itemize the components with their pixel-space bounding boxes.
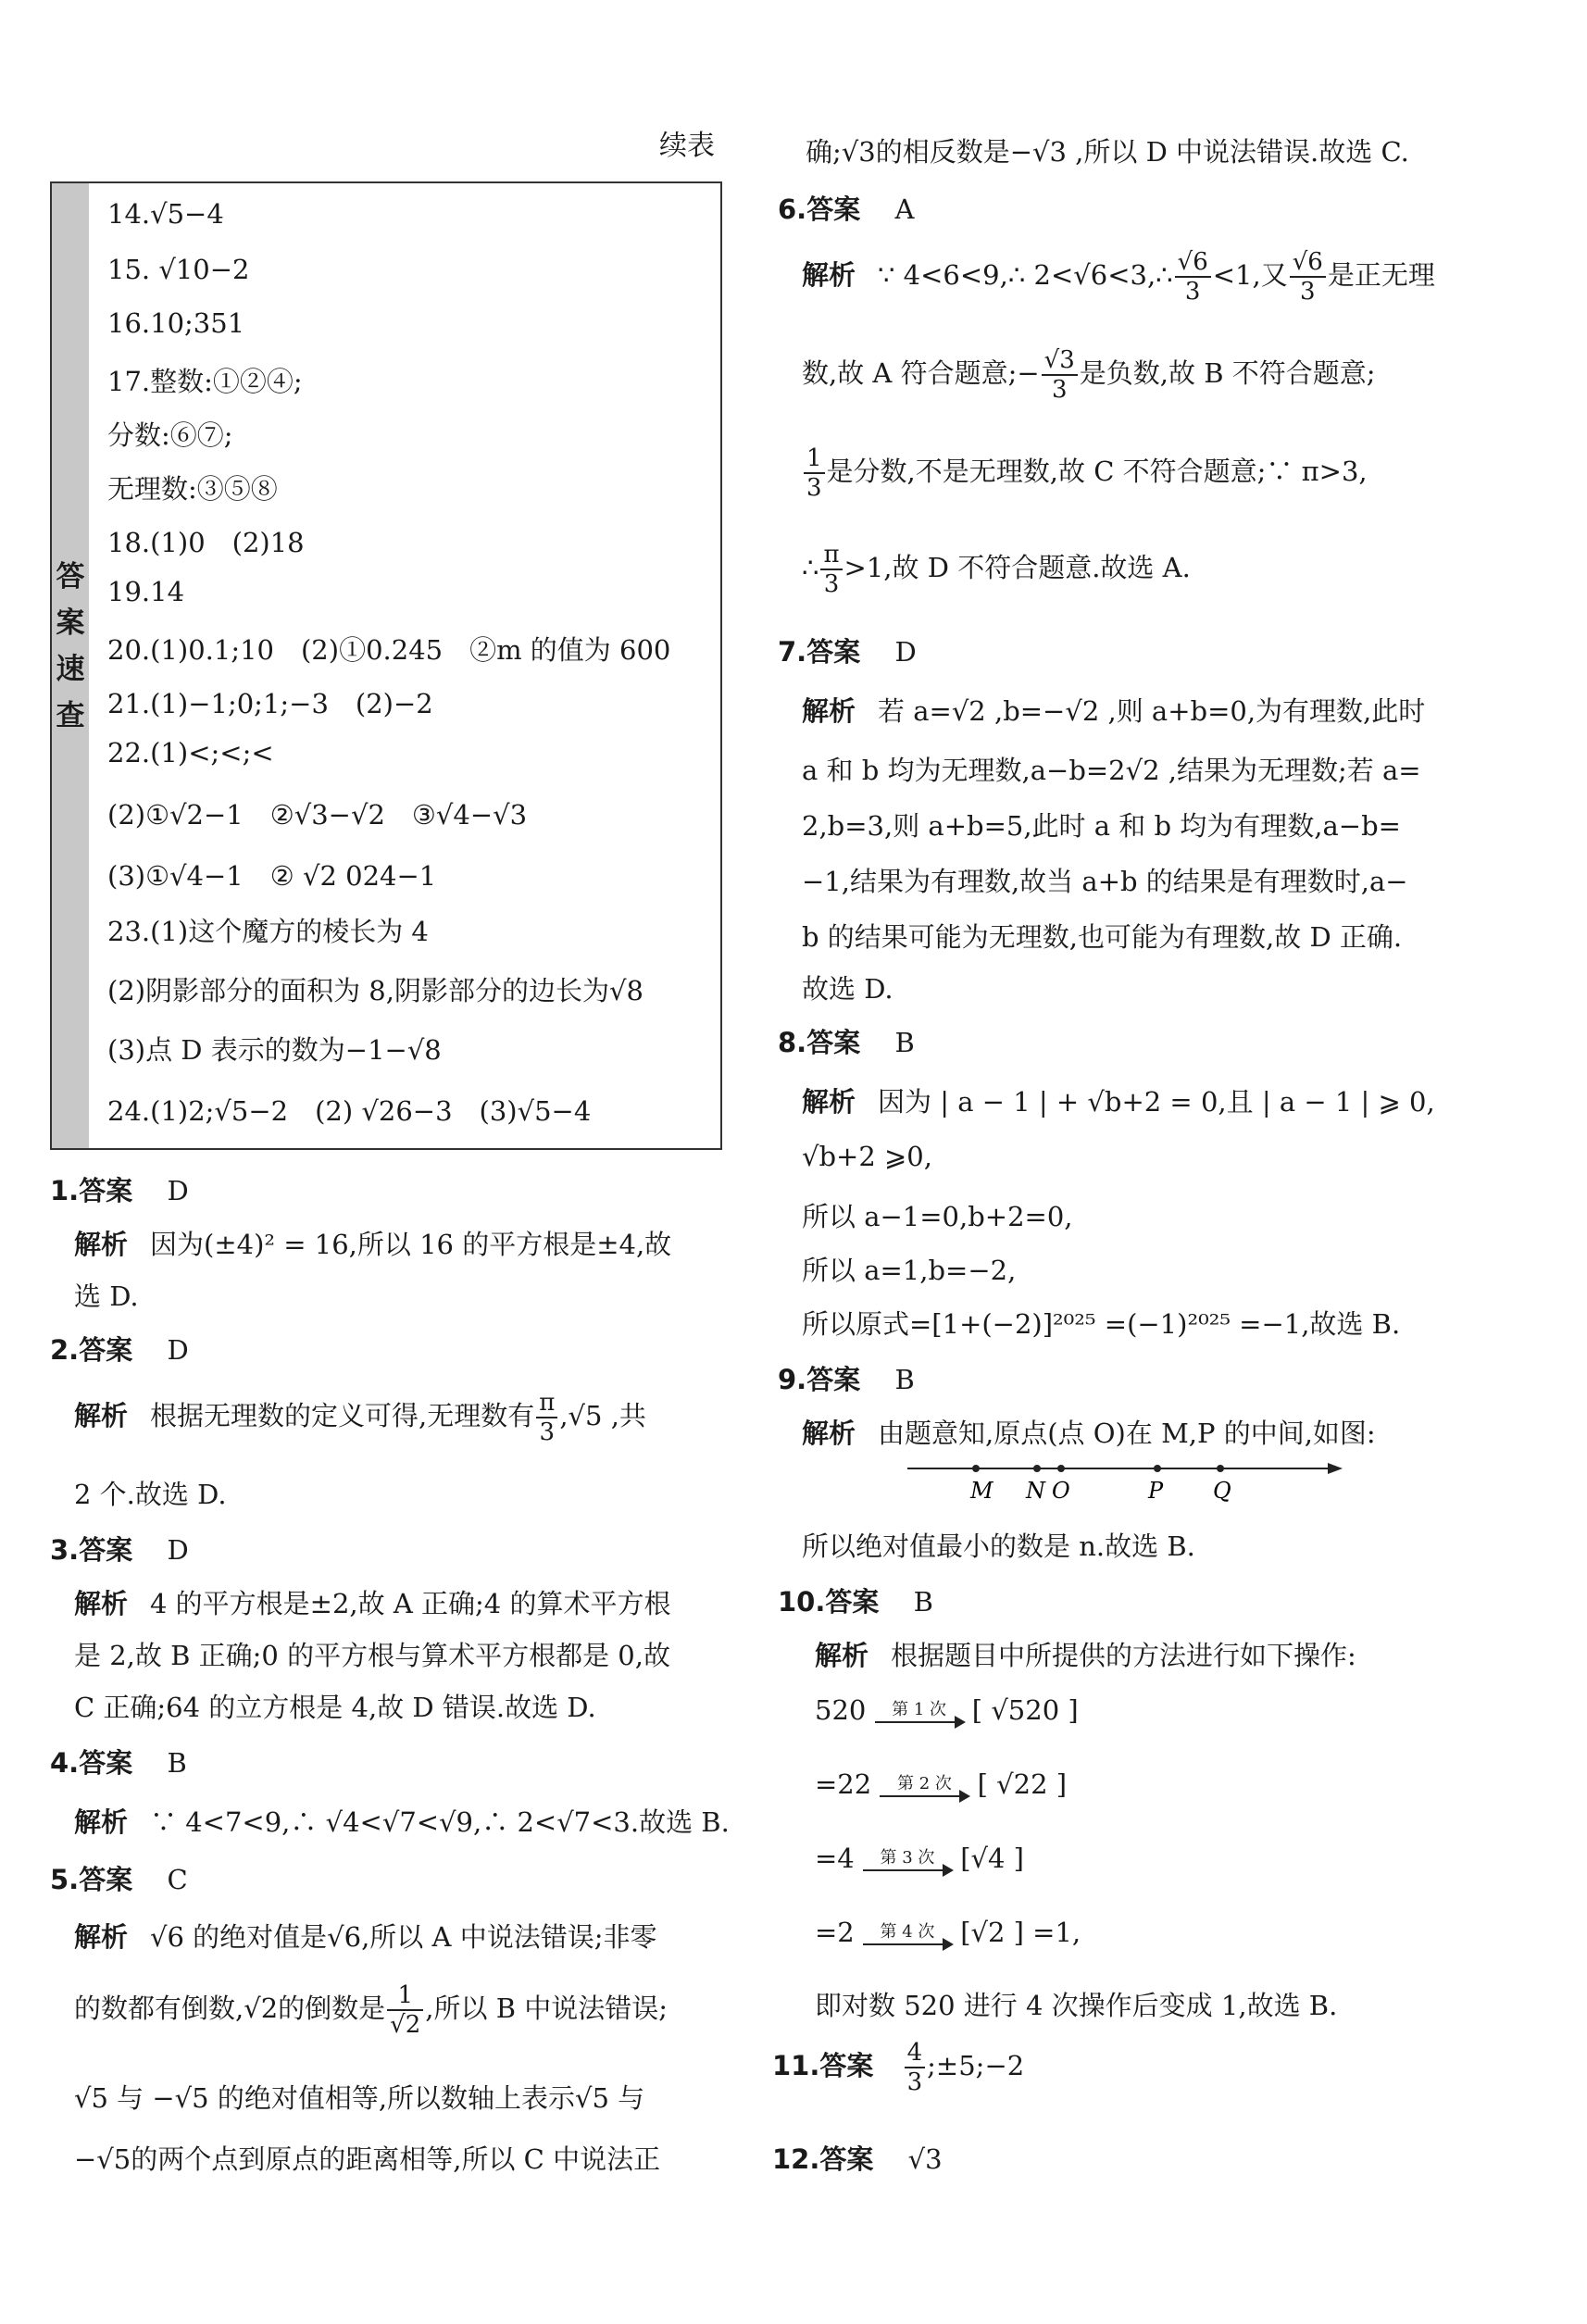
step-right: [ √22 ] xyxy=(977,1768,1068,1800)
operation-step xyxy=(815,1694,1079,1726)
q6-text: ∴ xyxy=(802,552,819,583)
q6-number: 6. xyxy=(778,194,807,225)
sheet-line: 22.(1)<;<;< xyxy=(107,737,274,768)
step-arrow: 第 4 次 xyxy=(863,1923,952,1945)
q6-text: ∵ 4<6<9,∴ 2<√6<3,∴ xyxy=(878,259,1173,291)
analysis-label: 解析 xyxy=(74,1400,129,1431)
answer-label: 答案 xyxy=(806,194,861,225)
analysis-label: 解析 xyxy=(74,1806,129,1838)
q12-number: 12. xyxy=(772,2143,820,2175)
analysis-label: 解析 xyxy=(815,1640,869,1671)
step-left: 520 xyxy=(815,1694,867,1726)
q6-text: 是分数,不是无理数,故 C 不符合题意;∵ π>3, xyxy=(826,456,1368,487)
sheet-line: 分数:⑥⑦; xyxy=(107,419,233,451)
analysis-label: 解析 xyxy=(802,259,856,291)
q7-number: 7. xyxy=(778,636,807,668)
sqrt6-over-3-fraction: $\frac{√6}{3}$ xyxy=(1175,248,1211,306)
answer-quick-check-box xyxy=(50,181,722,1150)
operation-step xyxy=(815,1768,1067,1800)
q9-number: 9. xyxy=(778,1364,807,1395)
sheet-line: 21.(1)−1;0;1;−3 (2)−2 xyxy=(107,688,433,719)
q5-text: ,所以 B 中说法错误; xyxy=(425,1993,669,2024)
q2-text: 根据无理数的定义可得,无理数有 xyxy=(150,1400,535,1431)
answer-label: 答案 xyxy=(79,1864,133,1895)
analysis-label: 解析 xyxy=(74,1588,129,1619)
q5-answer: C xyxy=(167,1864,188,1895)
q7-line: b 的结果可能为无理数,也可能为有理数,故 D 正确. xyxy=(802,921,1403,953)
q8-line: 所以 a−1=0,b+2=0, xyxy=(802,1201,1073,1232)
number-line-diagram xyxy=(907,1456,1343,1507)
q5-continued-line: 确;√3的相反数是−√3 ,所以 D 中说法错误.故选 C. xyxy=(806,136,1409,168)
q10-line: 根据题目中所提供的方法进行如下操作: xyxy=(891,1640,1356,1671)
sheet-line: 23.(1)这个魔方的棱长为 4 xyxy=(107,916,429,947)
q3-answer: D xyxy=(167,1534,189,1566)
operation-step xyxy=(815,1843,1024,1874)
q3-line: 4 的平方根是±2,故 A 正确;4 的算术平方根 xyxy=(150,1588,671,1619)
q6-text: 是正无理 xyxy=(1327,259,1435,291)
q9-answer: B xyxy=(894,1364,915,1395)
pi-over-3-fraction: $\frac{\pi}{3}$ xyxy=(536,1389,557,1446)
q8-line: 因为 | a − 1 | + √b+2 = 0,且 | a − 1 | ⩾ 0, xyxy=(878,1086,1435,1118)
q4-number: 4. xyxy=(50,1747,80,1779)
q4-line: ∵ 4<7<9,∴ √4<√7<√9,∴ 2<√7<3.故选 B. xyxy=(150,1806,730,1838)
q11-number: 11. xyxy=(772,2050,820,2081)
q10-answer: B xyxy=(913,1586,933,1618)
one-over-3-fraction: $\frac{1}{3}$ xyxy=(804,444,825,502)
answer-quick-check-sidebar xyxy=(52,183,89,1148)
step-right: [ √520 ] xyxy=(971,1694,1079,1726)
step-arrow: 第 3 次 xyxy=(863,1849,952,1871)
continued-label: 续表 xyxy=(659,130,715,162)
step-left: =2 xyxy=(815,1917,855,1948)
analysis-label: 解析 xyxy=(802,1086,856,1118)
q7-line: 2,b=3,则 a+b=5,此时 a 和 b 均为有理数,a−b= xyxy=(802,810,1401,842)
sheet-line: 20.(1)0.1;10 (2)①0.245 ②m 的值为 600 xyxy=(107,634,671,666)
q7-line: −1,结果为有理数,故当 a+b 的结果是有理数时,a− xyxy=(802,866,1408,897)
q8-answer: B xyxy=(894,1027,915,1058)
operation-step xyxy=(815,1917,1081,1948)
axis-label-n: N xyxy=(1026,1478,1045,1504)
sheet-line: 无理数:③⑤⑧ xyxy=(107,473,278,505)
q5-text: 的数都有倒数,√2的倒数是 xyxy=(74,1993,386,2024)
q8-line: √b+2 ⩾0, xyxy=(802,1141,932,1172)
q1-answer: D xyxy=(167,1175,189,1206)
q10-number: 10. xyxy=(778,1586,826,1618)
q2-line: 2 个.故选 D. xyxy=(74,1479,227,1510)
analysis-label: 解析 xyxy=(74,1921,129,1953)
q5-line: −√5的两个点到原点的距离相等,所以 C 中说法正 xyxy=(74,2143,661,2175)
four-thirds-fraction: $\frac{4}{3}$ xyxy=(905,2039,926,2096)
q4-answer: B xyxy=(167,1747,187,1779)
answer-label: 答案 xyxy=(79,1175,133,1206)
q5-number: 5. xyxy=(50,1864,80,1895)
q7-line: 故选 D. xyxy=(802,973,893,1005)
sheet-line: 24.(1)2;√5−2 (2) √26−3 (3)√5−4 xyxy=(107,1095,592,1127)
step-right: [√2 ] =1, xyxy=(960,1917,1081,1948)
sheet-line: 17.整数:①②④; xyxy=(107,366,303,397)
sheet-line: (3)①√4−1 ② √2 024−1 xyxy=(107,860,437,892)
sheet-line: 19.14 xyxy=(107,576,185,607)
analysis-label: 解析 xyxy=(802,1418,856,1449)
q1-line: 选 D. xyxy=(74,1281,139,1312)
step-left: =22 xyxy=(815,1768,872,1800)
q3-line: 是 2,故 B 正确;0 的平方根与算术平方根都是 0,故 xyxy=(74,1640,670,1671)
q5-line: √6 的绝对值是√6,所以 A 中说法错误;非零 xyxy=(150,1921,657,1953)
answer-label: 答案 xyxy=(806,1027,861,1058)
axis-label-p: P xyxy=(1148,1478,1164,1504)
q8-line: 所以原式=[1+(−2)]²⁰²⁵ =(−1)²⁰²⁵ =−1,故选 B. xyxy=(802,1308,1401,1340)
sheet-line: (2)①√2−1 ②√3−√2 ③√4−√3 xyxy=(107,799,528,831)
pi-over-3-fraction: $\frac{\pi}{3}$ xyxy=(820,541,842,598)
q11-answer-rest: ;±5;−2 xyxy=(927,2050,1025,2081)
answer-label: 答案 xyxy=(819,2050,874,2081)
q6-text: 是负数,故 B 不符合题意; xyxy=(1079,357,1376,389)
answer-label: 答案 xyxy=(79,1534,133,1566)
step-left: =4 xyxy=(815,1843,855,1874)
q1-line: 因为(±4)² = 16,所以 16 的平方根是±4,故 xyxy=(150,1229,672,1260)
q2-number: 2. xyxy=(50,1334,80,1366)
axis-label-m: M xyxy=(970,1478,993,1504)
step-right: [√4 ] xyxy=(960,1843,1024,1874)
q2-answer: D xyxy=(167,1334,189,1366)
q10-line: 即对数 520 进行 4 次操作后变成 1,故选 B. xyxy=(815,1990,1338,2021)
q9-line: 由题意知,原点(点 O)在 M,P 的中间,如图: xyxy=(878,1418,1376,1449)
q6-text: >1,故 D 不符合题意.故选 A. xyxy=(843,552,1191,583)
q9-line: 所以绝对值最小的数是 n.故选 B. xyxy=(802,1531,1195,1562)
sheet-line: 15. √10−2 xyxy=(107,254,250,285)
q6-answer: A xyxy=(894,194,915,225)
answer-label: 答案 xyxy=(806,1364,861,1395)
sheet-line: (3)点 D 表示的数为−1−√8 xyxy=(107,1034,442,1066)
one-over-sqrt2-fraction: $\frac{1}{√2}$ xyxy=(387,1981,423,2039)
answer-label: 答案 xyxy=(806,636,861,668)
step-arrow: 第 2 次 xyxy=(880,1775,968,1797)
answer-label: 答案 xyxy=(825,1586,880,1618)
analysis-label: 解析 xyxy=(802,695,856,727)
sheet-line: 18.(1)0 (2)18 xyxy=(107,527,305,558)
q7-answer: D xyxy=(894,636,917,668)
q3-number: 3. xyxy=(50,1534,80,1566)
q3-line: C 正确;64 的立方根是 4,故 D 错误.故选 D. xyxy=(74,1692,596,1723)
sheet-line: 14.√5−4 xyxy=(107,198,224,230)
answer-label: 答案 xyxy=(819,2143,874,2175)
answer-label: 答案 xyxy=(79,1747,133,1779)
q12-answer: √3 xyxy=(907,2143,943,2175)
sheet-line: (2)阴影部分的面积为 8,阴影部分的边长为√8 xyxy=(107,975,644,1006)
q6-text: <1,又 xyxy=(1212,259,1288,291)
q8-line: 所以 a=1,b=−2, xyxy=(802,1255,1017,1286)
q7-line: a 和 b 均为无理数,a−b=2√2 ,结果为无理数;若 a= xyxy=(802,755,1421,786)
q1-number: 1. xyxy=(50,1175,80,1206)
sheet-line: 16.10;351 xyxy=(107,307,245,339)
q6-text: 数,故 A 符合题意;− xyxy=(802,357,1040,389)
answer-label: 答案 xyxy=(79,1334,133,1366)
q8-number: 8. xyxy=(778,1027,807,1058)
sqrt6-over-3-fraction: $\frac{√6}{3}$ xyxy=(1290,248,1326,306)
analysis-label: 解析 xyxy=(74,1229,129,1260)
axis-label-q: Q xyxy=(1213,1478,1231,1504)
sqrt3-over-3-fraction: $\frac{√3}{3}$ xyxy=(1042,346,1078,404)
q2-text: ,√5 ,共 xyxy=(559,1400,646,1431)
sidebar-label: 答案速查 xyxy=(56,560,85,732)
axis-label-o: O xyxy=(1052,1478,1070,1504)
q7-line: 若 a=√2 ,b=−√2 ,则 a+b=0,为有理数,此时 xyxy=(878,695,1426,727)
step-arrow: 第 1 次 xyxy=(875,1701,964,1723)
q5-line: √5 与 −√5 的绝对值相等,所以数轴上表示√5 与 xyxy=(74,2082,645,2114)
